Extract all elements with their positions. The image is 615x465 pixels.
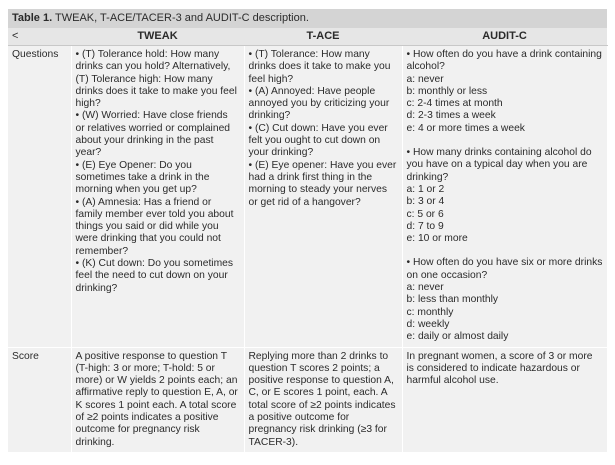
table-caption xyxy=(8,9,607,28)
auditc-option: c: 5 or 6 xyxy=(406,208,444,220)
auditc-option: c: 2-4 times at month xyxy=(406,98,503,110)
tweak-score-cell: A positive response to question T (T-high: 3 or more; T-hold: 5 or more) or W yields 2 points each; an affirmative reply to question E, A, or K scores 1 point each. A total score of ≥2 points indicates a positive outcome for pregnancy risk drinking. xyxy=(71,347,244,452)
tweak-question: • (K) Cut down: Do you sometimes feel the need to cut down on your drinking? xyxy=(75,258,234,294)
tweak-questions-cell xyxy=(71,46,244,348)
auditc-question: • How often do you have six or more drinks on one occasion? xyxy=(406,257,603,281)
score-label: Score xyxy=(8,347,71,452)
auditc-option: e: daily or almost daily xyxy=(406,331,509,343)
header-auditc: AUDIT-C xyxy=(402,28,607,46)
header-tweak: TWEAK xyxy=(71,28,244,46)
auditc-option: a: never xyxy=(406,73,444,85)
auditc-option: a: 1 or 2 xyxy=(406,183,445,195)
auditc-option: e: 4 or more times a week xyxy=(406,122,525,134)
score-row xyxy=(8,347,607,452)
tweak-question: • (T) Tolerance hold: How many drinks can you hold? Alternatively, (T) Tolerance high: How many drinks does it take to make you feel high? xyxy=(75,49,237,110)
auditc-questions-cell xyxy=(402,46,607,348)
auditc-option: d: 2-3 times a week xyxy=(406,110,496,122)
tace-question: • (C) Cut down: Have you ever felt you ought to cut down on your drinking? xyxy=(248,122,388,159)
auditc-option: d: weekly xyxy=(406,318,450,330)
questions-row xyxy=(8,46,607,348)
auditc-option: e: 10 or more xyxy=(406,233,468,245)
caption-text: TWEAK, T-ACE/TACER-3 and AUDIT-C description. xyxy=(52,12,309,24)
tweak-question: • (W) Worried: Have close friends or relatives worried or complained about your drinking in the past year? xyxy=(75,110,231,159)
tweak-question: • (E) Eye Opener: Do you sometimes take a drink in the morning when you get up? xyxy=(75,159,210,196)
questions-label: Questions xyxy=(8,46,71,348)
auditc-option: c: monthly xyxy=(406,306,454,318)
auditc-question: • How many drinks containing alcohol do you have on a typical day when you are drinking? xyxy=(406,147,592,183)
auditc-question-block xyxy=(407,257,603,343)
auditc-option: b: less than monthly xyxy=(406,294,499,306)
auditc-option: b: 3 or 4 xyxy=(406,196,445,208)
auditc-question: • How often do you have a drink containing alcohol? xyxy=(406,49,602,73)
auditc-option: a: never xyxy=(406,282,444,294)
auditc-question-block xyxy=(407,49,603,135)
tweak-question: • (A) Amnesia: Has a friend or family member ever told you about things you said or did while you were drinking that you could not remember? xyxy=(75,196,234,257)
auditc-option: b: monthly or less xyxy=(406,85,488,97)
tace-score-cell: Replying more than 2 drinks to question T scores 2 points; a positive response to question A, C, or E scores 1 point, each. A total score of ≥2 points indicates a positive outcome for pregnancy risk drinking (≥3 for TACER-3). xyxy=(244,347,402,452)
header-tace: T-ACE xyxy=(244,28,402,46)
tace-question: • (T) Tolerance: How many drinks does it take to make you feel high? xyxy=(248,49,391,85)
auditc-score-cell: In pregnant women, a score of 3 or more is considered to indicate hazardous or harmful alcohol use. xyxy=(402,347,607,452)
tace-question: • (E) Eye opener: Have you ever had a drink first thing in the morning to steady your nerves or get rid of a hangover? xyxy=(248,159,397,208)
auditc-question-block xyxy=(407,147,603,245)
auditc-option: d: 7 to 9 xyxy=(406,220,444,232)
header-row xyxy=(8,28,607,46)
table-container xyxy=(8,9,607,452)
tace-questions-cell xyxy=(244,46,402,348)
tace-question: • (A) Annoyed: Have people annoyed you by criticizing your drinking? xyxy=(248,85,390,122)
caption-label: Table 1. xyxy=(12,12,53,24)
description-table xyxy=(8,28,608,452)
header-col-0: < xyxy=(8,28,71,46)
